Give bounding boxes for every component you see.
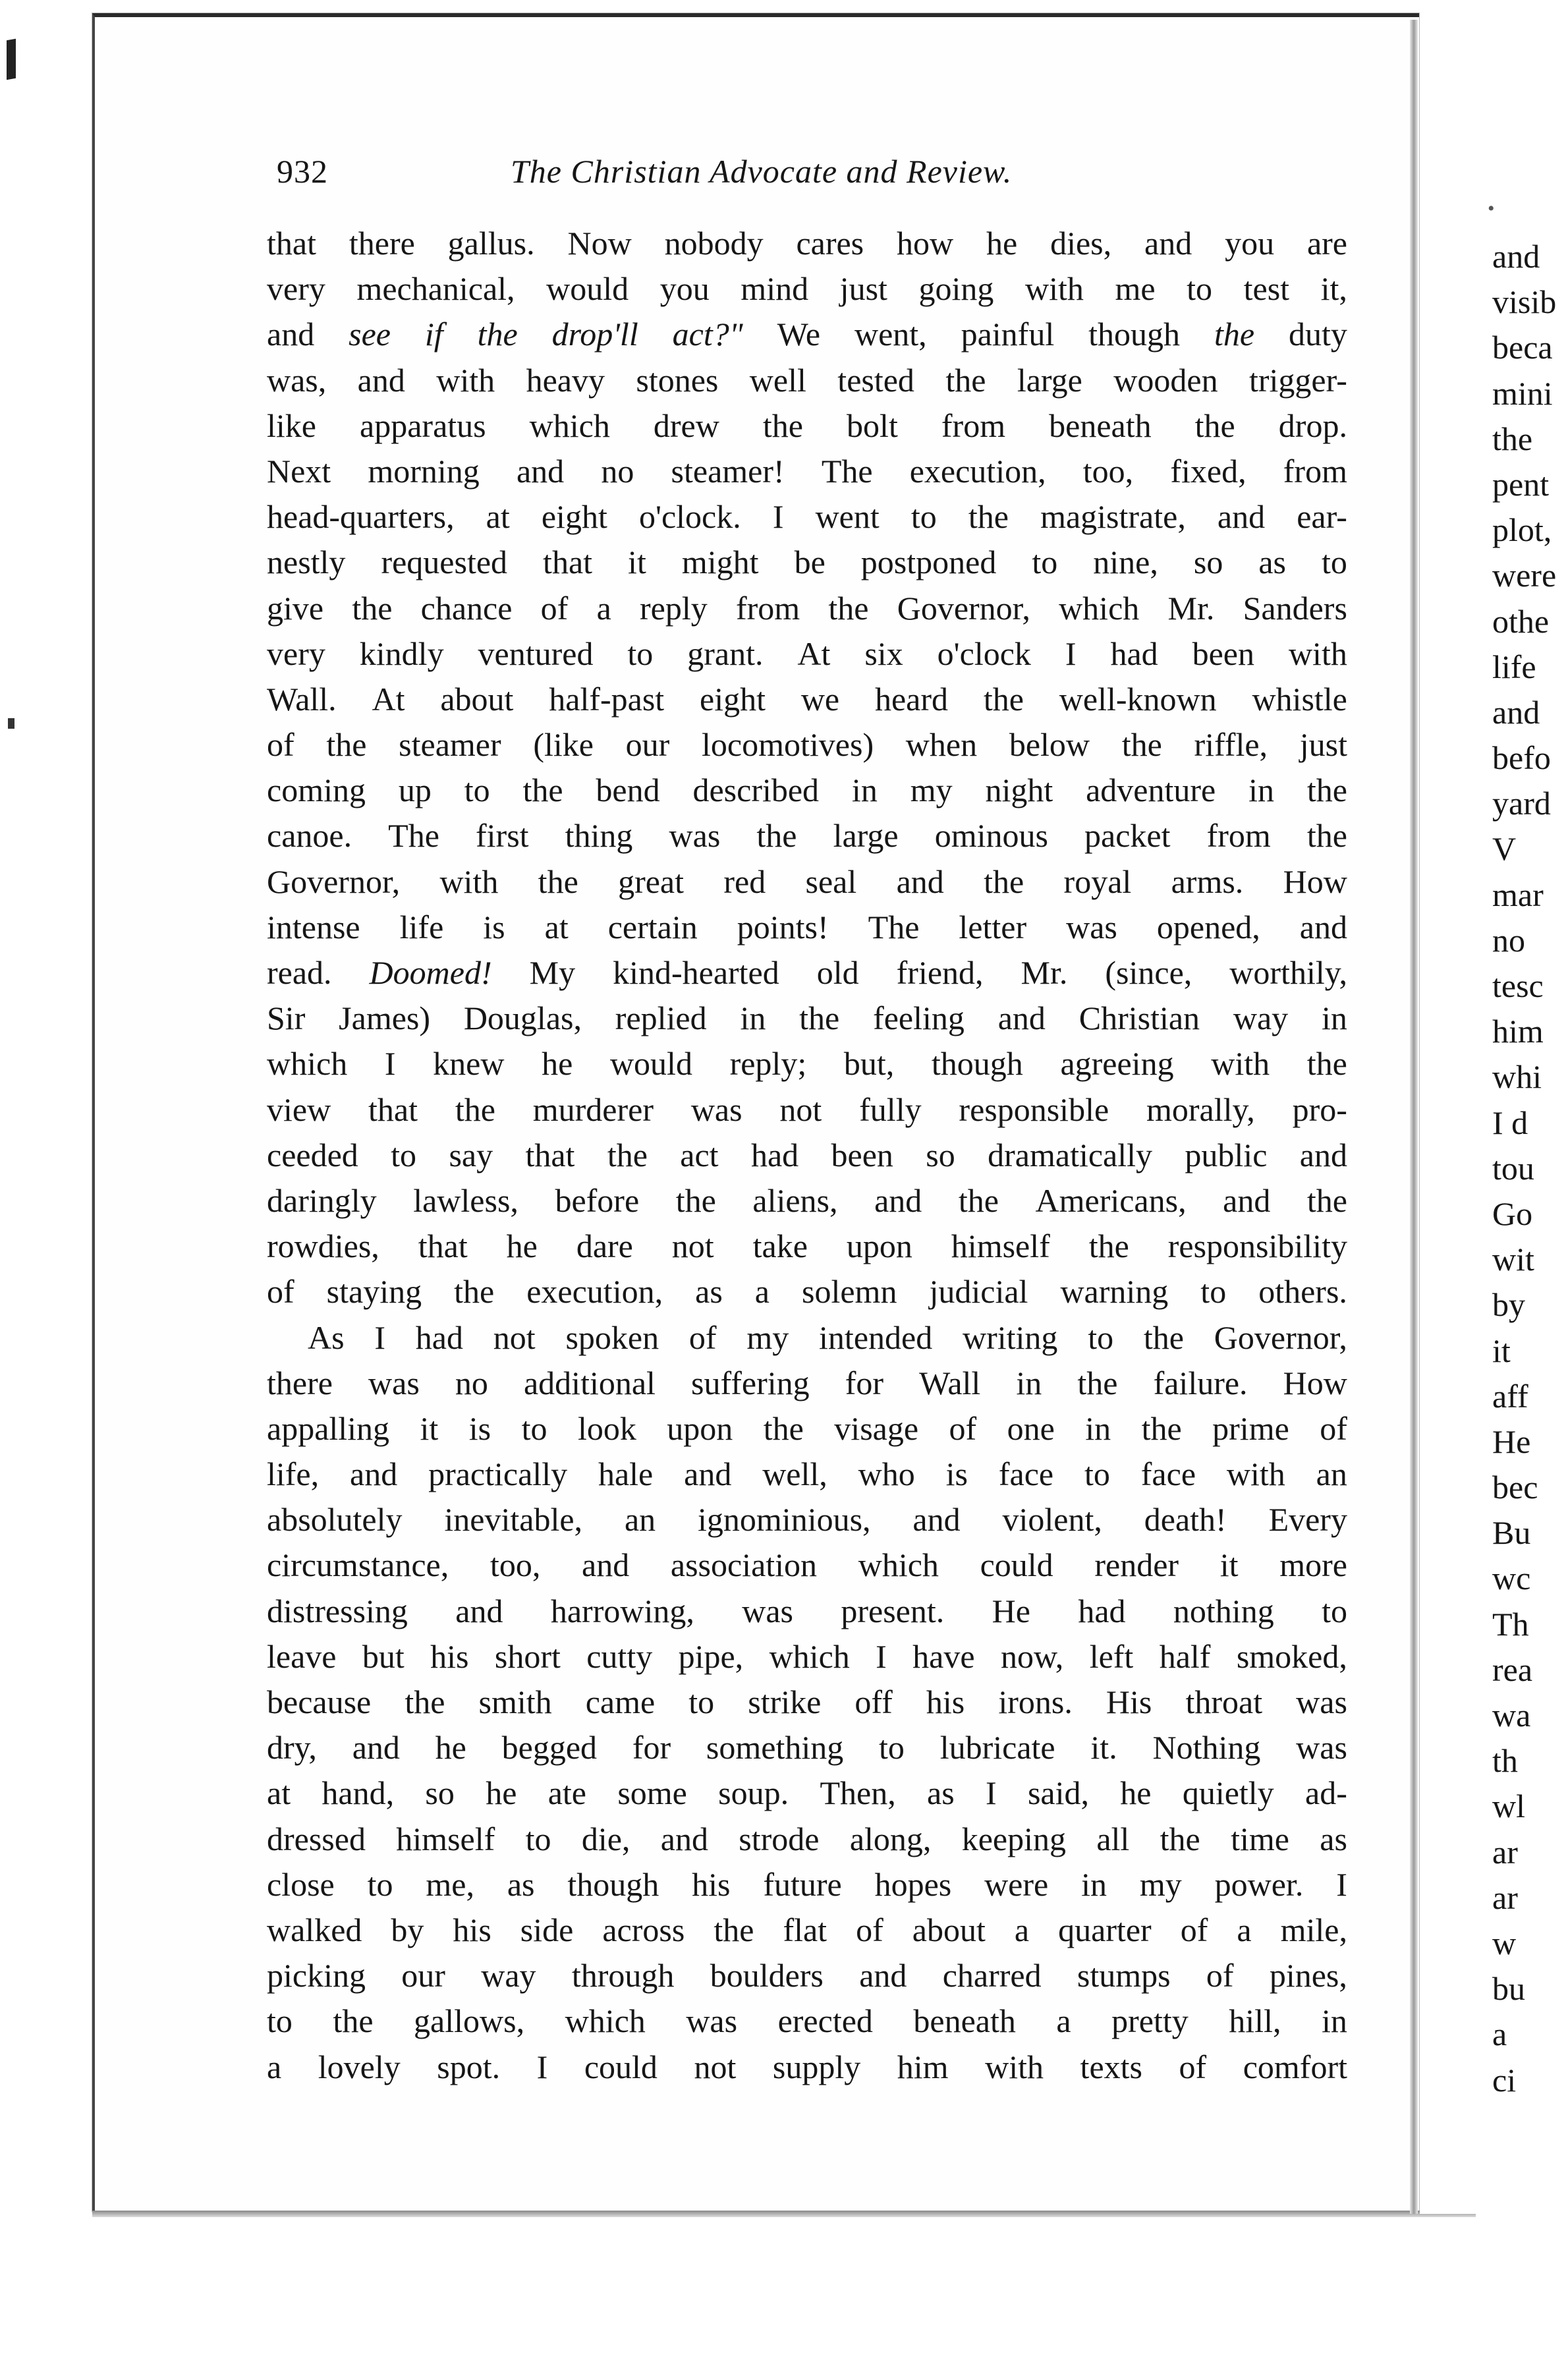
text-line: nestly requested that it might be postponed to nine, so as to bbox=[267, 544, 1347, 581]
facing-page-text-column bbox=[1492, 234, 1568, 2103]
text-line: was, and with heavy stones well tested the large wooden trigger- bbox=[267, 361, 1347, 399]
text-line: Governor, with the great red seal and the royal arms. How bbox=[267, 862, 1347, 900]
facing-text-fragment: a bbox=[1492, 2016, 1507, 2053]
text-line: rowdies, that he dare not take upon himself the responsibility bbox=[267, 1228, 1347, 1265]
text-line: leave but his short cutty pipe, which I have now, left half smoked, bbox=[267, 1637, 1347, 1675]
facing-text-fragment: the bbox=[1492, 420, 1533, 457]
facing-text-fragment: visib bbox=[1492, 283, 1557, 321]
facing-text-fragment: were bbox=[1492, 557, 1557, 594]
text-line: of staying the execution, as a solemn judicial warning to others. bbox=[267, 1273, 1347, 1311]
facing-text-fragment: aff bbox=[1492, 1377, 1528, 1415]
text-line: circumstance, too, and association which could render it more bbox=[267, 1546, 1347, 1584]
facing-text-fragment: wc bbox=[1492, 1560, 1531, 1597]
facing-text-fragment: th bbox=[1492, 1742, 1518, 1780]
facing-text-fragment: Th bbox=[1492, 1605, 1529, 1643]
facing-text-fragment: whi bbox=[1492, 1058, 1542, 1096]
facing-text-fragment: and bbox=[1492, 238, 1540, 275]
running-title: The Christian Advocate and Review. bbox=[511, 153, 1013, 190]
left-margin bbox=[0, 0, 79, 2372]
facing-text-fragment: bec bbox=[1492, 1469, 1538, 1506]
facing-text-fragment: wl bbox=[1492, 1788, 1525, 1825]
text-line: close to me, as though his future hopes were in my power. I bbox=[267, 1865, 1347, 1903]
text-line: As I had not spoken of my intended writing to the Governor, bbox=[308, 1318, 1347, 1356]
facing-text-fragment: Bu bbox=[1492, 1514, 1531, 1552]
text-line: view that the murderer was not fully responsible morally, pro- bbox=[267, 1090, 1347, 1128]
page-number: 932 bbox=[277, 153, 328, 190]
facing-text-fragment: Go bbox=[1492, 1195, 1533, 1232]
scan-artifact bbox=[7, 39, 16, 80]
facing-text-fragment: othe bbox=[1492, 602, 1550, 640]
text-line: dressed himself to die, and strode along, keeping all the time as bbox=[267, 1820, 1347, 1857]
text-line: that there gallus. Now nobody cares how he dies, and you are bbox=[267, 225, 1347, 262]
text-line: a lovely spot. I could not supply him with texts of comfort bbox=[267, 2048, 1347, 2085]
text-line: which I knew he would reply; but, though agreeing with the bbox=[267, 1045, 1347, 1083]
facing-text-fragment: it bbox=[1492, 1332, 1511, 1369]
text-line: read. Doomed! My kind-hearted old friend, Mr. (since, worthily, bbox=[267, 954, 1347, 991]
facing-text-fragment: no bbox=[1492, 921, 1525, 959]
text-line: coming up to the bend described in my night adventure in the bbox=[267, 772, 1347, 809]
text-line: head-quarters, at eight o'clock. I went to the magistrate, and ear- bbox=[267, 498, 1347, 536]
text-line: appalling it is to look upon the visage of one in the prime of bbox=[267, 1409, 1347, 1447]
facing-text-fragment: beca bbox=[1492, 329, 1553, 366]
scan-artifact bbox=[8, 718, 14, 729]
text-line: give the chance of a reply from the Governor, which Mr. Sanders bbox=[267, 589, 1347, 627]
facing-text-fragment: ar bbox=[1492, 1833, 1518, 1871]
facing-text-fragment: by bbox=[1492, 1286, 1525, 1324]
facing-page-mark: • bbox=[1488, 198, 1495, 219]
text-line: like apparatus which drew the bolt from beneath the drop. bbox=[267, 407, 1347, 444]
facing-text-fragment: mar bbox=[1492, 876, 1544, 913]
text-line: Sir James) Douglas, replied in the feeling and Christian way in bbox=[267, 1000, 1347, 1037]
facing-text-fragment: wit bbox=[1492, 1241, 1534, 1278]
facing-text-fragment: befo bbox=[1492, 739, 1551, 777]
text-line: absolutely inevitable, an ignominious, and violent, death! Every bbox=[267, 1501, 1347, 1539]
text-line: because the smith came to strike off his irons. His throat was bbox=[267, 1683, 1347, 1720]
facing-text-fragment: ci bbox=[1492, 2061, 1517, 2099]
facing-text-fragment: and bbox=[1492, 693, 1540, 731]
text-line: of the steamer (like our locomotives) when below the riffle, just bbox=[267, 726, 1347, 764]
text-line: very kindly ventured to grant. At six o'clock I had been with bbox=[267, 635, 1347, 672]
book-gutter bbox=[1410, 20, 1418, 2214]
text-line: and see if the drop'll act?" We went, painful though the duty bbox=[267, 316, 1347, 353]
facing-text-fragment: V bbox=[1492, 830, 1517, 868]
facing-text-fragment: plot, bbox=[1492, 511, 1552, 549]
text-line: intense life is at certain points! The letter was opened, and bbox=[267, 908, 1347, 946]
page-bottom-edge bbox=[92, 2211, 1476, 2217]
text-line: canoe. The first thing was the large ominous packet from the bbox=[267, 817, 1347, 855]
text-line: distressing and harrowing, was present. He had nothing to bbox=[267, 1592, 1347, 1629]
main-text-column bbox=[267, 221, 1347, 2090]
facing-text-fragment: yard bbox=[1492, 785, 1551, 822]
facing-text-fragment: him bbox=[1492, 1013, 1544, 1050]
facing-text-fragment: w bbox=[1492, 1924, 1517, 1962]
text-line: there was no additional suffering for Wall in the failure. How bbox=[267, 1364, 1347, 1401]
facing-text-fragment: pent bbox=[1492, 465, 1550, 503]
text-line: dry, and he begged for something to lubricate it. Nothing was bbox=[267, 1729, 1347, 1766]
facing-text-fragment: tesc bbox=[1492, 967, 1544, 1004]
facing-text-fragment: life bbox=[1492, 648, 1536, 685]
text-line: daringly lawless, before the aliens, and the Americans, and the bbox=[267, 1181, 1347, 1219]
facing-text-fragment: He bbox=[1492, 1423, 1531, 1460]
text-line: walked by his side across the flat of about a quarter of a mile, bbox=[267, 1911, 1347, 1948]
facing-text-fragment: I d bbox=[1492, 1104, 1528, 1141]
facing-text-fragment: bu bbox=[1492, 1970, 1525, 2008]
facing-text-fragment: rea bbox=[1492, 1651, 1533, 1688]
facing-text-fragment: tou bbox=[1492, 1149, 1534, 1187]
facing-text-fragment: mini bbox=[1492, 374, 1553, 412]
text-line: ceeded to say that the act had been so dramatically public and bbox=[267, 1136, 1347, 1173]
text-line: life, and practically hale and well, who is face to face with an bbox=[267, 1455, 1347, 1493]
text-line: picking our way through boulders and charred stumps of pines, bbox=[267, 1957, 1347, 1994]
text-line: very mechanical, would you mind just going with me to test it, bbox=[267, 270, 1347, 308]
text-line: Wall. At about half-past eight we heard the well-known whistle bbox=[267, 680, 1347, 718]
page-header bbox=[277, 145, 1364, 198]
text-line: Next morning and no steamer! The execution, too, fixed, from bbox=[267, 452, 1347, 490]
facing-text-fragment: wa bbox=[1492, 1697, 1531, 1734]
text-line: at hand, so he ate some soup. Then, as I said, he quietly ad- bbox=[267, 1774, 1347, 1812]
facing-text-fragment: ar bbox=[1492, 1878, 1518, 1916]
text-line: to the gallows, which was erected beneath a pretty hill, in bbox=[267, 2002, 1347, 2040]
